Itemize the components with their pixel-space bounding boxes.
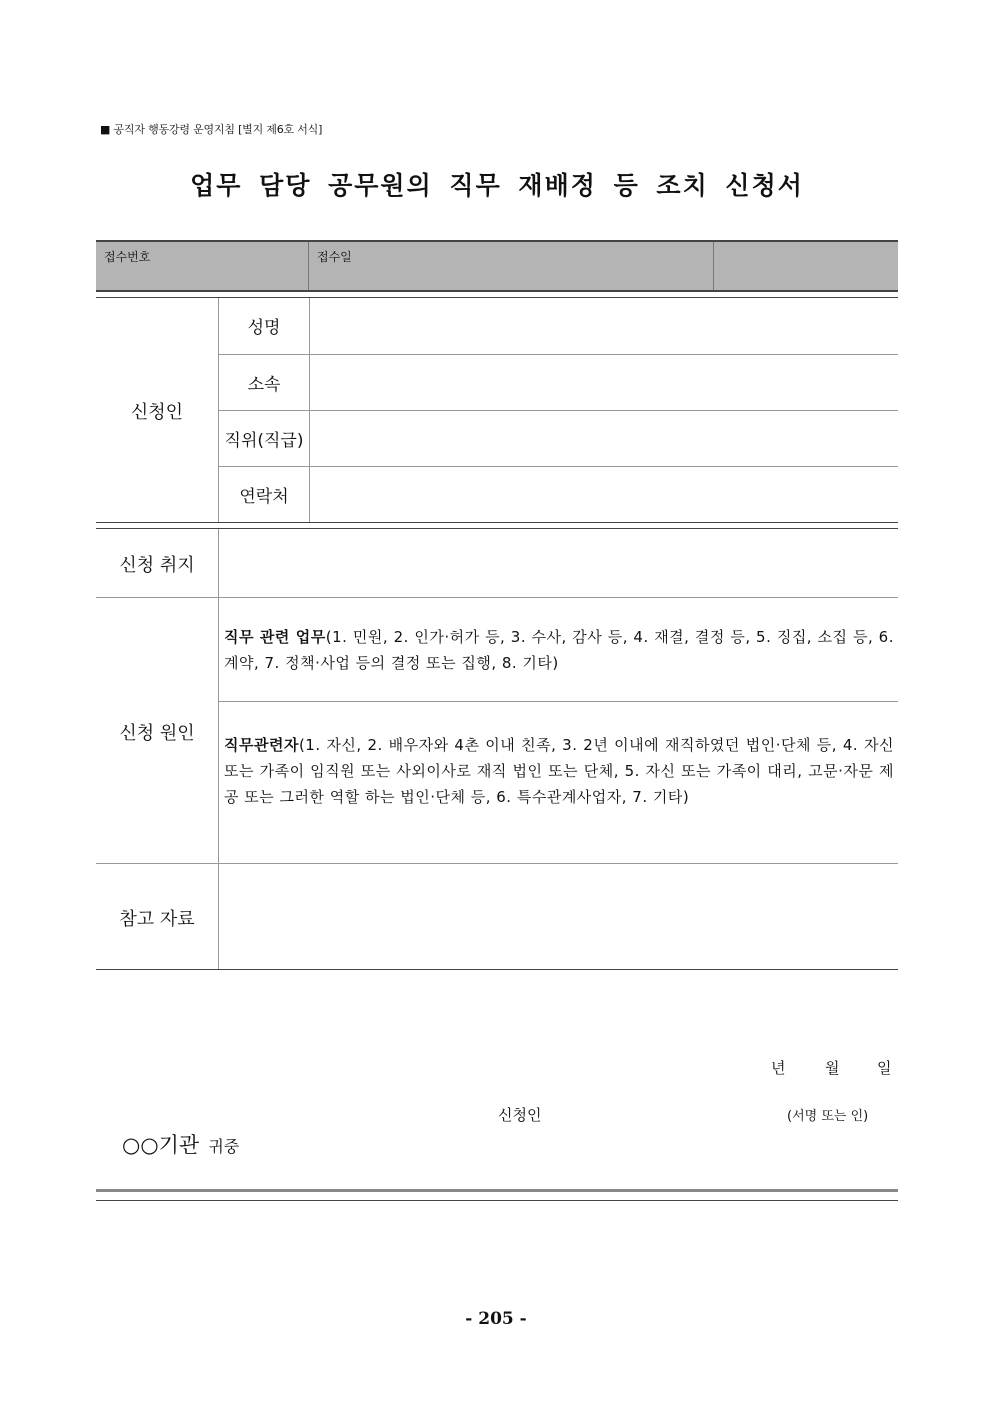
cause-item-related-party	[224, 732, 894, 810]
date-year: 년	[771, 1059, 786, 1077]
page-number: - 205 -	[465, 1309, 527, 1329]
page-title: 업무 담당 공무원의 직무 재배정 등 조치 신청서	[190, 171, 804, 200]
cause-item-related-party-text: (1. 자신, 2. 배우자와 4촌 이내 친족, 3. 2년 이내에 재직하였던 법인·단체 등, 4. 자신 또는 가족이 임직원 또는 사외이사로 재직 법인 또는 단체, 5. 자신 또는 가족이 대리, 고문·자문 제공 또는 그러한 역할 하는 법인·단체 등, 6. 특수관계사업자, 7. 기타)	[224, 736, 894, 806]
divider	[96, 297, 898, 298]
addressee	[122, 1129, 239, 1159]
cause-label: 신청 원인	[119, 723, 195, 744]
receipt-number-label: 접수번호	[104, 250, 151, 264]
receipt-bar	[96, 240, 898, 292]
divider	[96, 522, 898, 523]
divider	[219, 466, 898, 467]
cause-item-job-duties-text: (1. 민원, 2. 인가·허가 등, 3. 수사, 감사 등, 4. 재결, 결정 등, 5. 징집, 소집 등, 6. 계약, 7. 정책·사업 등의 결정 또는 집행, 8. 기타)	[224, 628, 894, 672]
divider	[96, 528, 898, 529]
receipt-date-label: 접수일	[317, 250, 352, 264]
reference-label: 참고 자료	[119, 909, 195, 930]
applicant-label: 신청인	[130, 402, 184, 423]
addressee-suffix: 귀중	[208, 1137, 240, 1156]
purpose-label: 신청 취지	[119, 555, 195, 576]
signature-hint: (서명 또는 인)	[787, 1109, 869, 1124]
date-day: 일	[877, 1059, 892, 1077]
affiliation-label: 소속	[247, 375, 281, 395]
name-label: 성명	[247, 318, 281, 338]
footer-divider	[96, 1189, 898, 1192]
position-label: 직위(직급)	[224, 431, 304, 451]
divider	[218, 529, 219, 970]
divider	[96, 863, 898, 864]
cause-item-job-duties-title: 직무 관련 업무	[224, 628, 326, 646]
divider	[219, 354, 898, 355]
footer-divider	[96, 1200, 898, 1201]
date-month: 월	[825, 1059, 840, 1077]
divider	[219, 410, 898, 411]
cause-item-job-duties	[224, 624, 894, 676]
divider	[96, 969, 898, 970]
contact-label: 연락처	[239, 487, 289, 507]
receipt-extra-cell	[714, 242, 898, 290]
divider	[96, 597, 898, 598]
form-header-note: ■ 공직자 행동강령 운영지침 [별지 제6호 서식]	[100, 123, 323, 136]
addressee-org: ○○기관	[122, 1133, 200, 1157]
signature-applicant-label: 신청인	[498, 1106, 542, 1124]
divider	[219, 701, 898, 702]
cause-item-related-party-title: 직무관련자	[224, 736, 299, 754]
